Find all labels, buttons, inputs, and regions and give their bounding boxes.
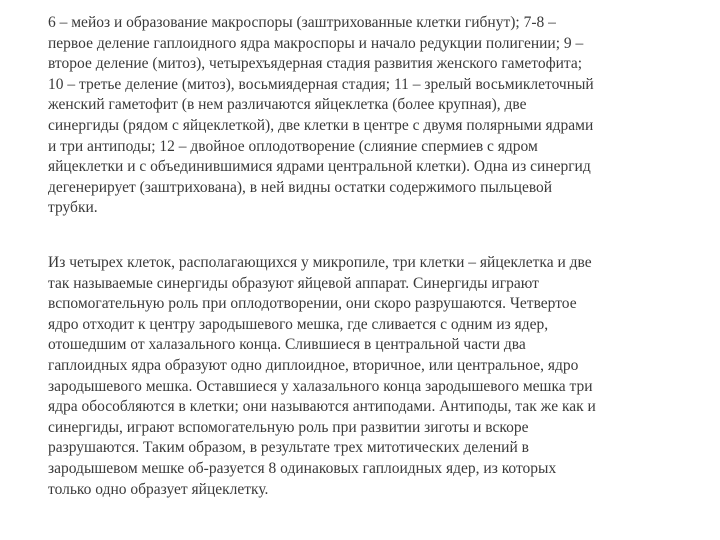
paragraph-figure-legend	[48, 13, 690, 219]
text-line: вспомогательную роль при оплодотворении, они скоро разрушаются. Четвертое	[48, 295, 577, 313]
text-line: гаплоидных ядра образуют одно диплоидное, вторичное, или центральное, ядро	[48, 356, 579, 374]
paragraph-body	[48, 253, 690, 500]
text-line: зародышевого мешка. Оставшиеся у халазального конца зародышевого мешка три	[48, 377, 593, 395]
text-line: трубки.	[48, 199, 98, 217]
text-line: 10 – третье деление (митоз), восьмиядерная стадия; 11 – зрелый восьмиклеточный	[48, 75, 594, 93]
text-line: отошедшим от халазального конца. Слившиеся в центральной части два	[48, 336, 526, 354]
text-line: яйцеклетки и с объединившимися ядрами центральной клетки). Одна из синергид	[48, 158, 591, 176]
text-line: так называемые синергиды образуют яйцевой аппарат. Синергиды играют	[48, 274, 539, 292]
text-line: зародышевом мешке об-разуется 8 одинаковых гаплоидных ядер, из которых	[48, 459, 557, 477]
text-line: 6 – мейоз и образование макроспоры (заштрихованные клетки гибнут); 7-8 –	[48, 14, 556, 31]
text-line: синергиды, играют вспомогательную роль при развитии зиготы и вскоре	[48, 418, 529, 436]
text-line: первое деление гаплоидного ядра макроспоры и начало редукции полигении; 9 –	[48, 34, 584, 52]
text-line: женский гаметофит (в нем различаются яйцеклетка (более крупная), две	[48, 96, 527, 114]
text-line: ядра обособляются в клетки; они называются антиподами. Антиподы, так же как и	[48, 398, 596, 416]
text-line: ядро отходит к центру зародышевого мешка, где сливается с одним из ядер,	[48, 315, 549, 333]
text-line: дегенерирует (заштрихована), в ней видны остатки содержимого пыльцевой	[48, 178, 553, 196]
text-line: разрушаются. Таким образом, в результате трех митотических делений в	[48, 439, 529, 457]
text-line: только одно образует яйцеклетку.	[48, 480, 269, 498]
text-line: и три антиподы; 12 – двойное оплодотворение (слияние спермиев с ядром	[48, 137, 538, 155]
text-line: Из четырех клеток, располагающихся у микропиле, три клетки – яйцеклетка и две	[48, 254, 592, 271]
text-line: синергиды (рядом с яйцеклеткой), две клетки в центре с двумя полярными ядрами	[48, 116, 594, 134]
text-line: второе деление (митоз), четырехъядерная стадия развития женского гаметофита;	[48, 55, 583, 73]
